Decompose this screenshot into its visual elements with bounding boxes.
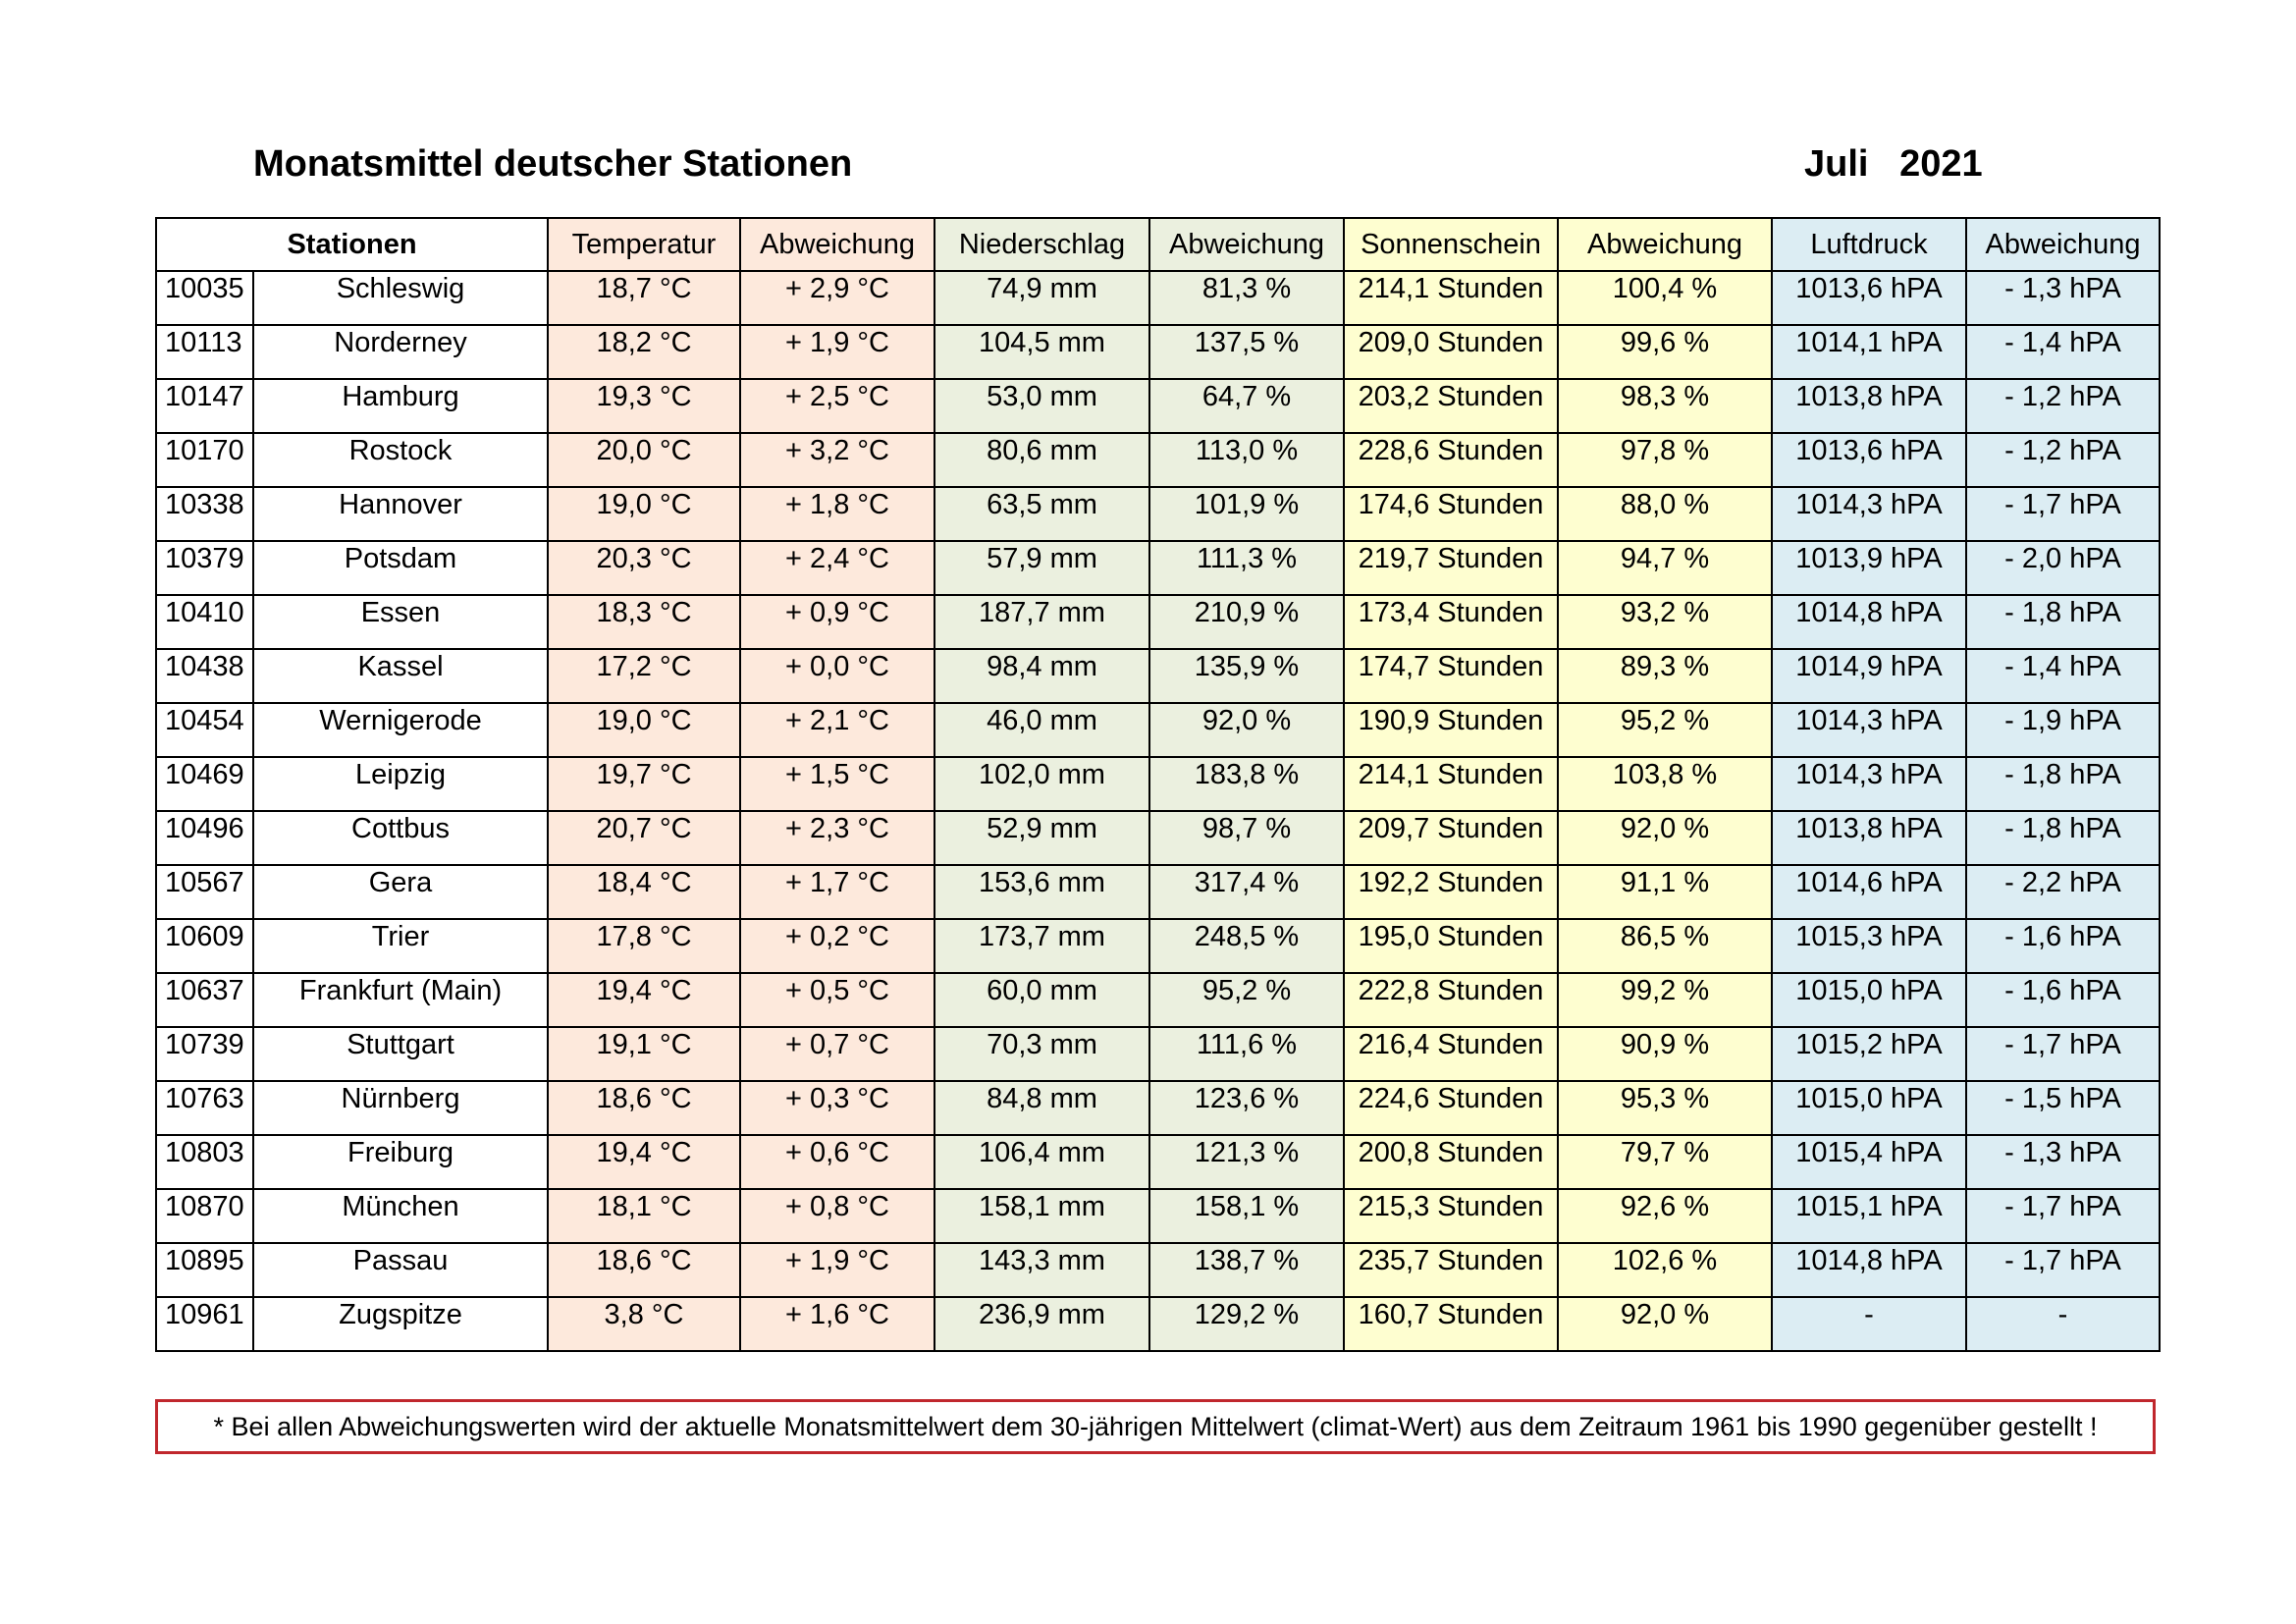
table-body <box>156 271 2160 1351</box>
cell-pressure-deviation: - 1,8 hPA <box>1966 811 2160 865</box>
cell-precipitation: 158,1 mm <box>934 1189 1149 1243</box>
cell-sunshine: 219,7 Stunden <box>1344 541 1558 595</box>
cell-temperature-deviation: + 1,8 °C <box>740 487 934 541</box>
cell-pressure-deviation: - <box>1966 1297 2160 1351</box>
cell-sunshine: 209,0 Stunden <box>1344 325 1558 379</box>
table-row <box>156 1027 2160 1081</box>
cell-precipitation-deviation: 158,1 % <box>1149 1189 1344 1243</box>
cell-pressure: 1015,1 hPA <box>1772 1189 1966 1243</box>
cell-station-name: Rostock <box>253 433 548 487</box>
cell-station-id: 10637 <box>156 973 253 1027</box>
cell-temperature-deviation: + 2,3 °C <box>740 811 934 865</box>
cell-station-id: 10763 <box>156 1081 253 1135</box>
cell-precipitation: 143,3 mm <box>934 1243 1149 1297</box>
cell-sunshine: 190,9 Stunden <box>1344 703 1558 757</box>
cell-sunshine-deviation: 100,4 % <box>1558 271 1772 325</box>
cell-station-name: Wernigerode <box>253 703 548 757</box>
cell-station-id: 10739 <box>156 1027 253 1081</box>
cell-pressure: 1014,1 hPA <box>1772 325 1966 379</box>
cell-temperature-deviation: + 1,5 °C <box>740 757 934 811</box>
column-header-sunshine-deviation: Abweichung <box>1558 218 1772 271</box>
cell-station-name: Leipzig <box>253 757 548 811</box>
cell-temperature: 19,4 °C <box>548 1135 740 1189</box>
table-row <box>156 973 2160 1027</box>
cell-station-name: Freiburg <box>253 1135 548 1189</box>
cell-pressure: 1014,8 hPA <box>1772 1243 1966 1297</box>
cell-pressure: 1013,9 hPA <box>1772 541 1966 595</box>
column-header-sunshine: Sonnenschein <box>1344 218 1558 271</box>
cell-precipitation: 53,0 mm <box>934 379 1149 433</box>
cell-sunshine-deviation: 88,0 % <box>1558 487 1772 541</box>
cell-precipitation: 153,6 mm <box>934 865 1149 919</box>
table-row <box>156 1243 2160 1297</box>
cell-pressure-deviation: - 1,4 hPA <box>1966 325 2160 379</box>
column-header-pressure-deviation: Abweichung <box>1966 218 2160 271</box>
cell-precipitation: 102,0 mm <box>934 757 1149 811</box>
cell-sunshine-deviation: 103,8 % <box>1558 757 1772 811</box>
cell-pressure: 1015,2 hPA <box>1772 1027 1966 1081</box>
cell-pressure: 1013,6 hPA <box>1772 433 1966 487</box>
cell-temperature-deviation: + 0,2 °C <box>740 919 934 973</box>
table-row <box>156 1135 2160 1189</box>
cell-temperature: 20,0 °C <box>548 433 740 487</box>
cell-precipitation: 60,0 mm <box>934 973 1149 1027</box>
cell-sunshine: 192,2 Stunden <box>1344 865 1558 919</box>
cell-precipitation-deviation: 183,8 % <box>1149 757 1344 811</box>
cell-precipitation: 74,9 mm <box>934 271 1149 325</box>
cell-temperature-deviation: + 0,0 °C <box>740 649 934 703</box>
cell-pressure-deviation: - 1,3 hPA <box>1966 1135 2160 1189</box>
cell-sunshine-deviation: 86,5 % <box>1558 919 1772 973</box>
cell-pressure: 1014,3 hPA <box>1772 757 1966 811</box>
cell-station-id: 10567 <box>156 865 253 919</box>
cell-sunshine: 203,2 Stunden <box>1344 379 1558 433</box>
cell-temperature: 18,6 °C <box>548 1081 740 1135</box>
cell-sunshine-deviation: 92,0 % <box>1558 811 1772 865</box>
cell-pressure: 1014,6 hPA <box>1772 865 1966 919</box>
cell-sunshine-deviation: 93,2 % <box>1558 595 1772 649</box>
cell-precipitation: 173,7 mm <box>934 919 1149 973</box>
cell-sunshine-deviation: 92,0 % <box>1558 1297 1772 1351</box>
cell-pressure-deviation: - 1,2 hPA <box>1966 433 2160 487</box>
cell-temperature: 18,1 °C <box>548 1189 740 1243</box>
cell-station-id: 10410 <box>156 595 253 649</box>
cell-station-name: Hamburg <box>253 379 548 433</box>
cell-precipitation-deviation: 81,3 % <box>1149 271 1344 325</box>
cell-pressure: 1014,3 hPA <box>1772 487 1966 541</box>
period-label: Juli 2021 <box>1804 143 1983 185</box>
table-row <box>156 595 2160 649</box>
column-header-temperature-deviation: Abweichung <box>740 218 934 271</box>
cell-pressure-deviation: - 1,4 hPA <box>1966 649 2160 703</box>
cell-sunshine: 209,7 Stunden <box>1344 811 1558 865</box>
cell-temperature: 19,0 °C <box>548 703 740 757</box>
footnote: * Bei allen Abweichungswerten wird der aktuelle Monatsmittelwert dem 30-jährigen Mittelwert (climat-Wert) aus dem Zeitraum 1961 bis 1990 gegenüber gestellt ! <box>155 1399 2156 1454</box>
cell-sunshine-deviation: 99,2 % <box>1558 973 1772 1027</box>
cell-pressure-deviation: - 1,8 hPA <box>1966 595 2160 649</box>
cell-precipitation-deviation: 129,2 % <box>1149 1297 1344 1351</box>
cell-sunshine-deviation: 94,7 % <box>1558 541 1772 595</box>
cell-station-name: Kassel <box>253 649 548 703</box>
table-row <box>156 325 2160 379</box>
cell-sunshine: 216,4 Stunden <box>1344 1027 1558 1081</box>
cell-precipitation-deviation: 121,3 % <box>1149 1135 1344 1189</box>
cell-station-id: 10895 <box>156 1243 253 1297</box>
station-table <box>155 217 2161 1352</box>
column-header-temperature: Temperatur <box>548 218 740 271</box>
cell-station-id: 10170 <box>156 433 253 487</box>
cell-temperature-deviation: + 0,5 °C <box>740 973 934 1027</box>
cell-sunshine: 174,7 Stunden <box>1344 649 1558 703</box>
cell-pressure-deviation: - 2,2 hPA <box>1966 865 2160 919</box>
cell-precipitation: 70,3 mm <box>934 1027 1149 1081</box>
cell-sunshine-deviation: 99,6 % <box>1558 325 1772 379</box>
cell-pressure: 1015,0 hPA <box>1772 973 1966 1027</box>
cell-pressure: 1015,4 hPA <box>1772 1135 1966 1189</box>
cell-station-name: Hannover <box>253 487 548 541</box>
cell-sunshine-deviation: 79,7 % <box>1558 1135 1772 1189</box>
cell-station-id: 10035 <box>156 271 253 325</box>
cell-precipitation: 52,9 mm <box>934 811 1149 865</box>
cell-sunshine: 173,4 Stunden <box>1344 595 1558 649</box>
cell-precipitation: 57,9 mm <box>934 541 1149 595</box>
table-row <box>156 433 2160 487</box>
cell-pressure: 1013,8 hPA <box>1772 379 1966 433</box>
cell-pressure: 1015,3 hPA <box>1772 919 1966 973</box>
cell-station-id: 10961 <box>156 1297 253 1351</box>
cell-station-name: Zugspitze <box>253 1297 548 1351</box>
page-title: Monatsmittel deutscher Stationen <box>253 143 853 185</box>
cell-precipitation-deviation: 210,9 % <box>1149 595 1344 649</box>
cell-sunshine-deviation: 92,6 % <box>1558 1189 1772 1243</box>
cell-temperature-deviation: + 2,1 °C <box>740 703 934 757</box>
cell-station-name: Gera <box>253 865 548 919</box>
cell-station-id: 10469 <box>156 757 253 811</box>
cell-pressure-deviation: - 1,5 hPA <box>1966 1081 2160 1135</box>
cell-temperature: 3,8 °C <box>548 1297 740 1351</box>
cell-pressure: 1013,6 hPA <box>1772 271 1966 325</box>
table-row <box>156 757 2160 811</box>
cell-sunshine-deviation: 102,6 % <box>1558 1243 1772 1297</box>
cell-station-id: 10438 <box>156 649 253 703</box>
cell-station-name: Trier <box>253 919 548 973</box>
cell-pressure: 1014,9 hPA <box>1772 649 1966 703</box>
cell-precipitation-deviation: 123,6 % <box>1149 1081 1344 1135</box>
cell-precipitation-deviation: 111,3 % <box>1149 541 1344 595</box>
cell-temperature: 18,7 °C <box>548 271 740 325</box>
cell-sunshine: 174,6 Stunden <box>1344 487 1558 541</box>
cell-temperature: 19,1 °C <box>548 1027 740 1081</box>
cell-sunshine: 200,8 Stunden <box>1344 1135 1558 1189</box>
cell-temperature-deviation: + 1,7 °C <box>740 865 934 919</box>
cell-pressure: 1014,8 hPA <box>1772 595 1966 649</box>
cell-station-name: München <box>253 1189 548 1243</box>
table-row <box>156 271 2160 325</box>
cell-temperature-deviation: + 1,9 °C <box>740 325 934 379</box>
cell-precipitation-deviation: 101,9 % <box>1149 487 1344 541</box>
cell-station-name: Essen <box>253 595 548 649</box>
column-header-pressure: Luftdruck <box>1772 218 1966 271</box>
cell-pressure-deviation: - 1,7 hPA <box>1966 1027 2160 1081</box>
cell-precipitation: 84,8 mm <box>934 1081 1149 1135</box>
column-header-precipitation-deviation: Abweichung <box>1149 218 1344 271</box>
cell-precipitation-deviation: 113,0 % <box>1149 433 1344 487</box>
cell-temperature-deviation: + 1,9 °C <box>740 1243 934 1297</box>
cell-temperature: 18,6 °C <box>548 1243 740 1297</box>
cell-sunshine-deviation: 90,9 % <box>1558 1027 1772 1081</box>
cell-precipitation: 63,5 mm <box>934 487 1149 541</box>
cell-pressure-deviation: - 1,7 hPA <box>1966 1243 2160 1297</box>
cell-temperature: 19,7 °C <box>548 757 740 811</box>
cell-temperature-deviation: + 0,8 °C <box>740 1189 934 1243</box>
cell-temperature-deviation: + 2,4 °C <box>740 541 934 595</box>
table-row <box>156 487 2160 541</box>
cell-precipitation: 46,0 mm <box>934 703 1149 757</box>
cell-temperature: 17,2 °C <box>548 649 740 703</box>
cell-precipitation: 236,9 mm <box>934 1297 1149 1351</box>
cell-temperature-deviation: + 0,7 °C <box>740 1027 934 1081</box>
cell-pressure-deviation: - 1,7 hPA <box>1966 487 2160 541</box>
cell-sunshine: 160,7 Stunden <box>1344 1297 1558 1351</box>
cell-temperature-deviation: + 2,5 °C <box>740 379 934 433</box>
table-row <box>156 541 2160 595</box>
column-header-stations: Stationen <box>156 218 548 271</box>
cell-temperature: 18,4 °C <box>548 865 740 919</box>
cell-sunshine: 224,6 Stunden <box>1344 1081 1558 1135</box>
cell-sunshine-deviation: 91,1 % <box>1558 865 1772 919</box>
cell-station-id: 10454 <box>156 703 253 757</box>
cell-precipitation-deviation: 111,6 % <box>1149 1027 1344 1081</box>
cell-temperature-deviation: + 2,9 °C <box>740 271 934 325</box>
cell-temperature: 18,2 °C <box>548 325 740 379</box>
cell-station-id: 10803 <box>156 1135 253 1189</box>
table-row <box>156 865 2160 919</box>
cell-precipitation-deviation: 317,4 % <box>1149 865 1344 919</box>
cell-sunshine-deviation: 95,2 % <box>1558 703 1772 757</box>
cell-precipitation-deviation: 138,7 % <box>1149 1243 1344 1297</box>
cell-pressure-deviation: - 1,9 hPA <box>1966 703 2160 757</box>
cell-pressure: - <box>1772 1297 1966 1351</box>
cell-pressure: 1015,0 hPA <box>1772 1081 1966 1135</box>
table-row <box>156 703 2160 757</box>
cell-sunshine-deviation: 98,3 % <box>1558 379 1772 433</box>
cell-precipitation: 187,7 mm <box>934 595 1149 649</box>
cell-temperature-deviation: + 1,6 °C <box>740 1297 934 1351</box>
cell-sunshine: 195,0 Stunden <box>1344 919 1558 973</box>
cell-precipitation-deviation: 137,5 % <box>1149 325 1344 379</box>
cell-station-name: Cottbus <box>253 811 548 865</box>
cell-temperature: 19,3 °C <box>548 379 740 433</box>
cell-station-id: 10113 <box>156 325 253 379</box>
cell-precipitation: 80,6 mm <box>934 433 1149 487</box>
cell-temperature: 20,7 °C <box>548 811 740 865</box>
cell-pressure: 1014,3 hPA <box>1772 703 1966 757</box>
cell-temperature: 19,4 °C <box>548 973 740 1027</box>
cell-precipitation: 106,4 mm <box>934 1135 1149 1189</box>
cell-station-name: Norderney <box>253 325 548 379</box>
cell-pressure-deviation: - 1,8 hPA <box>1966 757 2160 811</box>
table-row <box>156 1297 2160 1351</box>
column-header-precipitation: Niederschlag <box>934 218 1149 271</box>
table-row <box>156 1189 2160 1243</box>
cell-station-id: 10147 <box>156 379 253 433</box>
table-row <box>156 379 2160 433</box>
cell-precipitation-deviation: 92,0 % <box>1149 703 1344 757</box>
cell-precipitation-deviation: 248,5 % <box>1149 919 1344 973</box>
cell-station-id: 10496 <box>156 811 253 865</box>
table-row <box>156 649 2160 703</box>
cell-station-id: 10609 <box>156 919 253 973</box>
cell-precipitation-deviation: 98,7 % <box>1149 811 1344 865</box>
cell-temperature-deviation: + 0,6 °C <box>740 1135 934 1189</box>
cell-sunshine: 228,6 Stunden <box>1344 433 1558 487</box>
cell-temperature: 17,8 °C <box>548 919 740 973</box>
table-row <box>156 1081 2160 1135</box>
cell-sunshine: 215,3 Stunden <box>1344 1189 1558 1243</box>
cell-precipitation: 98,4 mm <box>934 649 1149 703</box>
cell-station-name: Passau <box>253 1243 548 1297</box>
cell-pressure-deviation: - 1,6 hPA <box>1966 973 2160 1027</box>
cell-pressure-deviation: - 1,2 hPA <box>1966 379 2160 433</box>
table-row <box>156 919 2160 973</box>
cell-station-name: Schleswig <box>253 271 548 325</box>
cell-sunshine-deviation: 97,8 % <box>1558 433 1772 487</box>
cell-temperature-deviation: + 0,3 °C <box>740 1081 934 1135</box>
cell-temperature: 18,3 °C <box>548 595 740 649</box>
cell-station-name: Frankfurt (Main) <box>253 973 548 1027</box>
cell-station-id: 10338 <box>156 487 253 541</box>
cell-sunshine: 214,1 Stunden <box>1344 757 1558 811</box>
cell-temperature: 19,0 °C <box>548 487 740 541</box>
cell-temperature-deviation: + 0,9 °C <box>740 595 934 649</box>
cell-pressure-deviation: - 2,0 hPA <box>1966 541 2160 595</box>
cell-pressure-deviation: - 1,3 hPA <box>1966 271 2160 325</box>
cell-pressure-deviation: - 1,7 hPA <box>1966 1189 2160 1243</box>
cell-pressure: 1013,8 hPA <box>1772 811 1966 865</box>
cell-precipitation-deviation: 64,7 % <box>1149 379 1344 433</box>
table-header-row <box>156 218 2160 271</box>
cell-sunshine-deviation: 95,3 % <box>1558 1081 1772 1135</box>
cell-station-name: Stuttgart <box>253 1027 548 1081</box>
cell-sunshine: 235,7 Stunden <box>1344 1243 1558 1297</box>
cell-precipitation: 104,5 mm <box>934 325 1149 379</box>
cell-precipitation-deviation: 95,2 % <box>1149 973 1344 1027</box>
cell-pressure-deviation: - 1,6 hPA <box>1966 919 2160 973</box>
cell-sunshine: 222,8 Stunden <box>1344 973 1558 1027</box>
cell-sunshine: 214,1 Stunden <box>1344 271 1558 325</box>
cell-precipitation-deviation: 135,9 % <box>1149 649 1344 703</box>
cell-station-name: Potsdam <box>253 541 548 595</box>
cell-station-name: Nürnberg <box>253 1081 548 1135</box>
cell-station-id: 10870 <box>156 1189 253 1243</box>
cell-temperature: 20,3 °C <box>548 541 740 595</box>
cell-sunshine-deviation: 89,3 % <box>1558 649 1772 703</box>
cell-temperature-deviation: + 3,2 °C <box>740 433 934 487</box>
cell-station-id: 10379 <box>156 541 253 595</box>
table-row <box>156 811 2160 865</box>
